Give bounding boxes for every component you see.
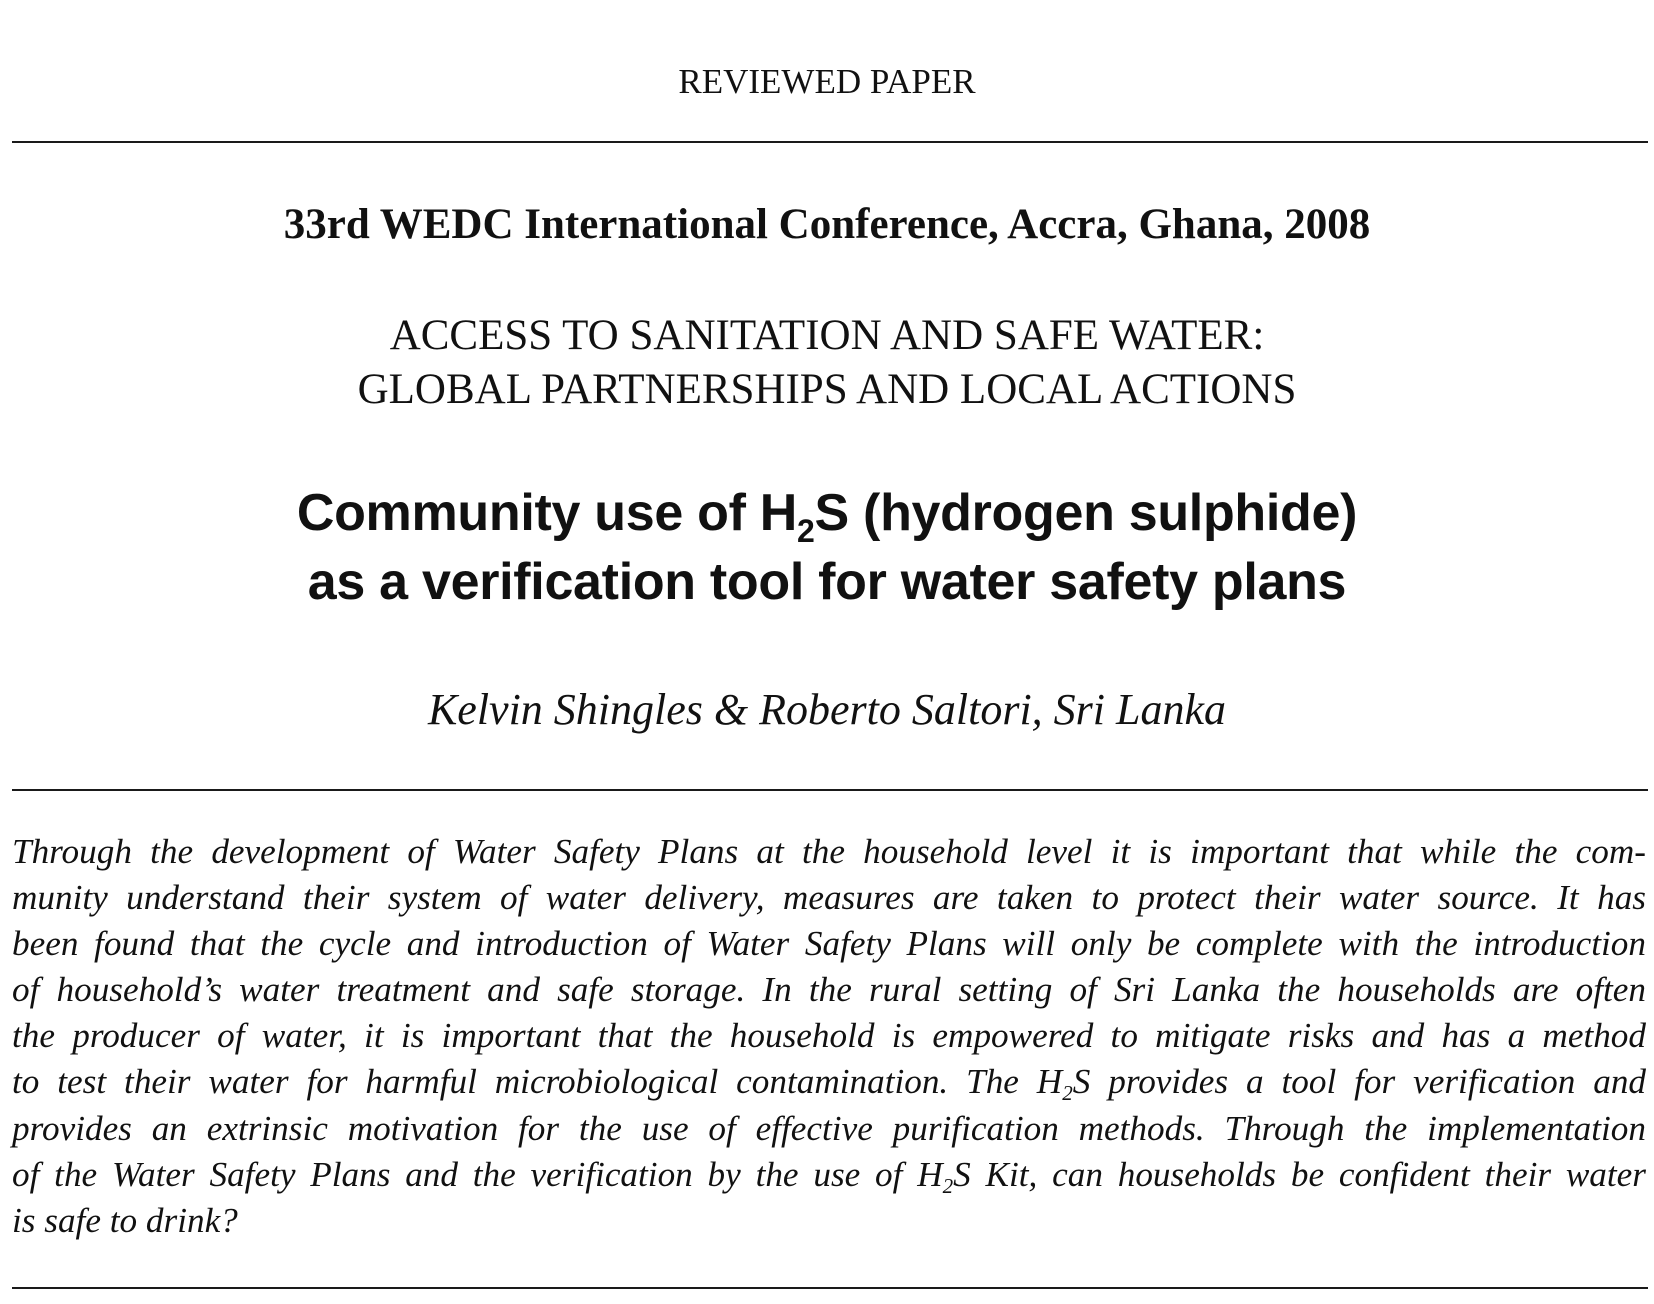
abstract-line-4: of household’s water treatment and safe storage. In the rural setting of Sri Lanka the households are often [12,970,1646,1010]
abstract-divider [12,1287,1648,1289]
abstract-line-8-text-a: of the Water Safety Plans and the verification by the use of H [12,1154,943,1194]
conference-theme-line-1: ACCESS TO SANITATION AND SAFE WATER: [389,312,1265,359]
paper-title-line-2: as a verification tool for water safety plans [307,553,1347,611]
abstract-line-1: Through the development of Water Safety Plans at the household level it is important that while the com- [12,832,1646,871]
authors-divider [12,789,1648,791]
abstract [12,829,1646,1244]
title-text-a: Community use of H [296,484,798,542]
abstract-line-6 [12,1059,1646,1105]
title-subscript: 2 [797,513,815,549]
abstract-line-6-text-a: to test their water for harmful microbiological contamination. The H [12,1062,1063,1102]
abstract-line-3: been found that the cycle and introduction of Water Safety Plans will only be complete with the introduction [12,924,1646,964]
abstract-line-8 [12,1152,1646,1198]
reviewed-paper-label: REVIEWED PAPER [678,62,976,101]
abstract-line-8-text-b: S Kit, can households be confident their water [953,1154,1646,1194]
conference-theme-line-2: GLOBAL PARTNERSHIPS AND LOCAL ACTIONS [357,366,1297,413]
abstract-line-8-subscript: 2 [942,1173,954,1198]
abstract-line-7: provides an extrinsic motivation for the use of effective purification methods. Through the implementation [12,1108,1646,1148]
abstract-line-2: munity understand their system of water delivery, measures are taken to protect their water source. It has [12,878,1646,918]
abstract-line-9: is safe to drink? [12,1200,238,1240]
header-divider [12,141,1648,143]
title-text-b: S (hydrogen sulphide) [814,484,1358,542]
abstract-line-6-text-b: S provides a tool for verification and [1072,1062,1647,1102]
abstract-line-5: the producer of water, it is important that the household is empowered to mitigate risks and has a method [12,1016,1646,1056]
paper-title-line-1 [0,483,1654,549]
conference-name: 33rd WEDC International Conference, Accra, Ghana, 2008 [283,201,1371,248]
abstract-line-6-subscript: 2 [1062,1081,1073,1106]
paper-authors: Kelvin Shingles & Roberto Saltori, Sri Lanka [427,685,1227,734]
